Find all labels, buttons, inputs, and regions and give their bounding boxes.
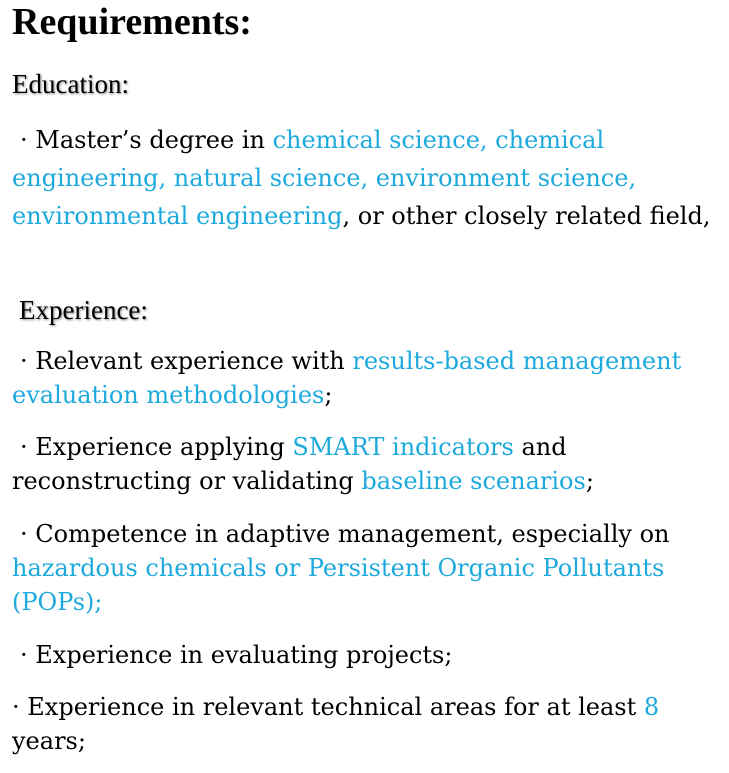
experience-item-evaluating bbox=[12, 638, 712, 672]
education-heading: Education: bbox=[12, 69, 129, 99]
highlighted-text: SMART indicators bbox=[292, 433, 514, 461]
bullet: · bbox=[20, 347, 28, 375]
item-text: Experience in evaluating projects; bbox=[35, 641, 453, 669]
bullet: · bbox=[20, 641, 28, 669]
experience-heading: Experience: bbox=[19, 295, 148, 325]
highlighted-text: hazardous chemicals or Persistent Organic Pollutants (POPs); bbox=[12, 554, 665, 616]
highlighted-fields: chemical science, chemical engineering, natural science, environment science, environmental engineering bbox=[12, 126, 637, 230]
bullet: · bbox=[20, 126, 28, 154]
item-text: years; bbox=[12, 727, 86, 755]
highlighted-text: 8 bbox=[643, 693, 660, 721]
item-text: and reconstructing or validating bbox=[12, 433, 567, 495]
experience-item-smart bbox=[12, 430, 712, 498]
highlighted-text: results-based management evaluation methodologies bbox=[12, 347, 682, 409]
highlighted-text: baseline scenarios bbox=[361, 467, 586, 495]
item-text: Competence in adaptive management, especially on bbox=[35, 520, 670, 548]
item-text: ; bbox=[585, 467, 594, 495]
item-text: , or other closely related field, bbox=[342, 202, 711, 230]
education-item-degree bbox=[12, 121, 712, 235]
bullet: · bbox=[20, 520, 28, 548]
experience-item-adaptive bbox=[12, 517, 712, 619]
bullet: · bbox=[20, 433, 28, 461]
item-text: Experience in relevant technical areas for at least bbox=[27, 693, 644, 721]
item-text: ; bbox=[324, 381, 333, 409]
item-text: Master’s degree in bbox=[35, 126, 273, 154]
bullet: · bbox=[12, 693, 20, 721]
item-text: Experience applying bbox=[35, 433, 293, 461]
item-text: Relevant experience with bbox=[35, 347, 353, 375]
experience-item-years bbox=[12, 690, 712, 758]
experience-item-rbm bbox=[12, 344, 712, 412]
page-title: Requirements: bbox=[12, 1, 252, 43]
